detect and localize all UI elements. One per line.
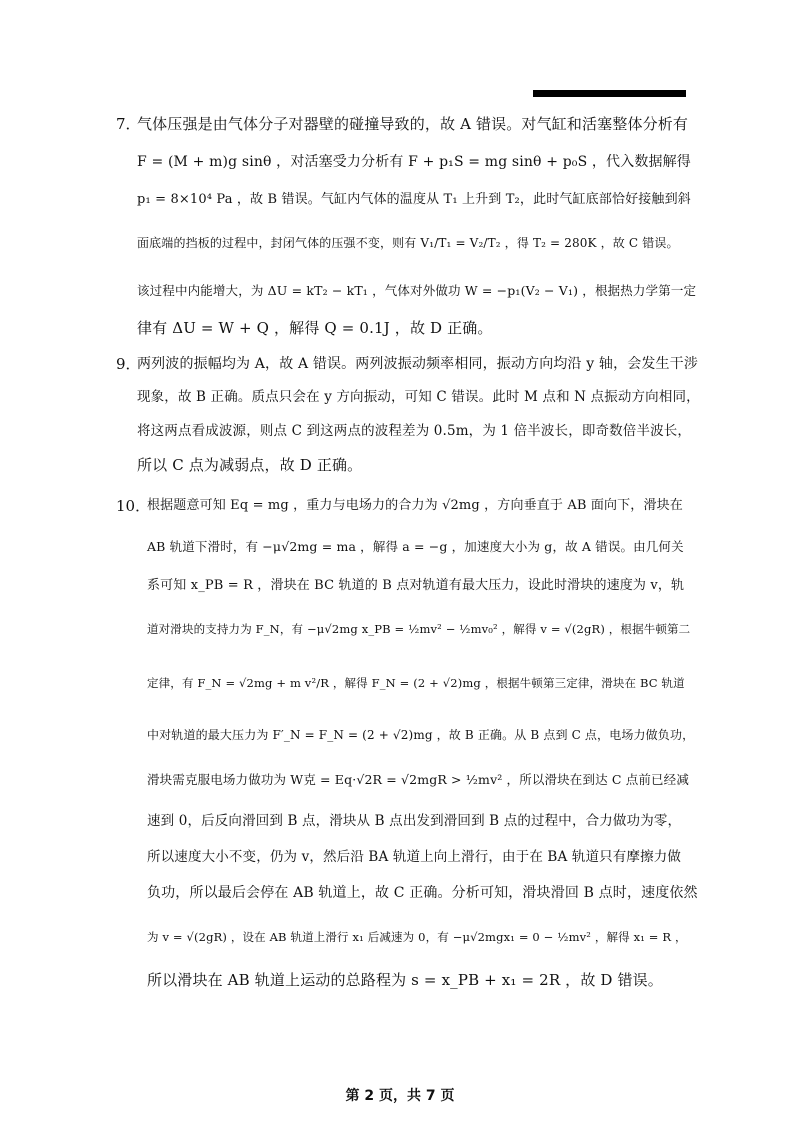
problem-number: 10． <box>116 497 151 515</box>
text-line: p₁ = 8×10⁴ Pa ，故 B 错误。气缸内气体的温度从 T₁ 上升到 T₂，此时气缸底部恰好接触到斜 <box>137 192 691 207</box>
text-line: 系可知 x_PB = R ，滑块在 BC 轨道的 B 点对轨道有最大压力，设此时滑块的速度为 v，轨 <box>147 578 685 593</box>
text-line: 滑块需克服电场力做功为 W克 = Eq·√2R = √2mgR > ½mv² ，所以滑块在到达 C 点前已经减 <box>147 772 689 787</box>
text-line: AB 轨道下滑时，有 −μ√2mg = ma ，解得 a = −g ，加速度大小为 g，故 A 错误。由几何关 <box>147 539 684 554</box>
text-line: 定律，有 F_N = √2mg + m v²/R ，解得 F_N = (2 + √2)mg ，根据牛顿第三定律，滑块在 BC 轨道 <box>147 676 685 690</box>
text-line: 两列波的振幅均为 A，故 A 错误。两列波振动频率相同，振动方向均沿 y 轴，会发生干涉 <box>137 356 698 372</box>
text-line: 中对轨道的最大压力为 F′_N = F_N = (2 + √2)mg ，故 B 正确。从 B 点到 C 点，电场力做负功， <box>147 728 695 742</box>
text-line: 道对滑块的支持力为 F_N，有 −μ√2mg x_PB = ½mv² − ½mv₀² ，解得 v = √(2gR) ，根据牛顿第二 <box>147 622 691 636</box>
text-line: 为 v = √(2gR) ，设在 AB 轨道上滑行 x₁ 后减速为 0，有 −μ√2mgx₁ = 0 − ½mv² ，解得 x₁ = R ， <box>147 930 687 944</box>
text-line: 所以 C 点为减弱点，故 D 正确。 <box>137 456 363 474</box>
text-line: 所以速度大小不变，仍为 v，然后沿 BA 轨道上向上滑行，由于在 BA 轨道只有摩擦力做 <box>147 849 682 865</box>
text-line: 根据题意可知 Eq = mg ，重力与电场力的合力为 √2mg ，方向垂直于 AB 面向下，滑块在 <box>147 498 683 513</box>
text-line: 现象，故 B 正确。质点只会在 y 方向振动，可知 C 错误。此时 M 点和 N 点振动方向相同， <box>137 389 700 405</box>
text-line: 所以滑块在 AB 轨道上运动的总路程为 s = x_PB + x₁ = 2R ，故 D 错误。 <box>147 971 663 989</box>
problem-number: 9． <box>116 355 141 373</box>
header-rule <box>533 90 686 97</box>
text-line: 该过程中内能增大，为 ΔU = kT₂ − kT₁ ，气体对外做功 W = −p₁(V₂ − V₁) ，根据热力学第一定 <box>137 283 697 298</box>
text-line: 气体压强是由气体分子对器壁的碰撞导致的，故 A 错误。对气缸和活塞整体分析有 <box>137 115 689 133</box>
text-line: 将这两点看成波源，则点 C 到这两点的波程差为 0.5m，为 1 倍半波长，即奇数倍半波长， <box>137 423 692 439</box>
text-line: 负功，所以最后会停在 AB 轨道上，故 C 正确。分析可知，滑块滑回 B 点时，速度依然 <box>147 885 698 901</box>
problem-number: 7． <box>116 115 141 133</box>
text-line: 速到 0，后反向滑回到 B 点，滑块从 B 点出发到滑回到 B 点的过程中，合力做功为零， <box>147 813 682 829</box>
text-line: 律有 ΔU = W + Q ，解得 Q = 0.1J ，故 D 正确。 <box>137 319 493 337</box>
page-number: 第 2 页，共 7 页 <box>345 1088 455 1104</box>
text-line: F = (M + m)g sinθ ，对活塞受力分析有 F + p₁S = mg sinθ + p₀S ，代入数据解得 <box>137 154 691 170</box>
text-line: 面底端的挡板的过程中，封闭气体的压强不变，则有 V₁/T₁ = V₂/T₂ ，得 T₂ = 280K ，故 C 错误。 <box>137 236 679 250</box>
